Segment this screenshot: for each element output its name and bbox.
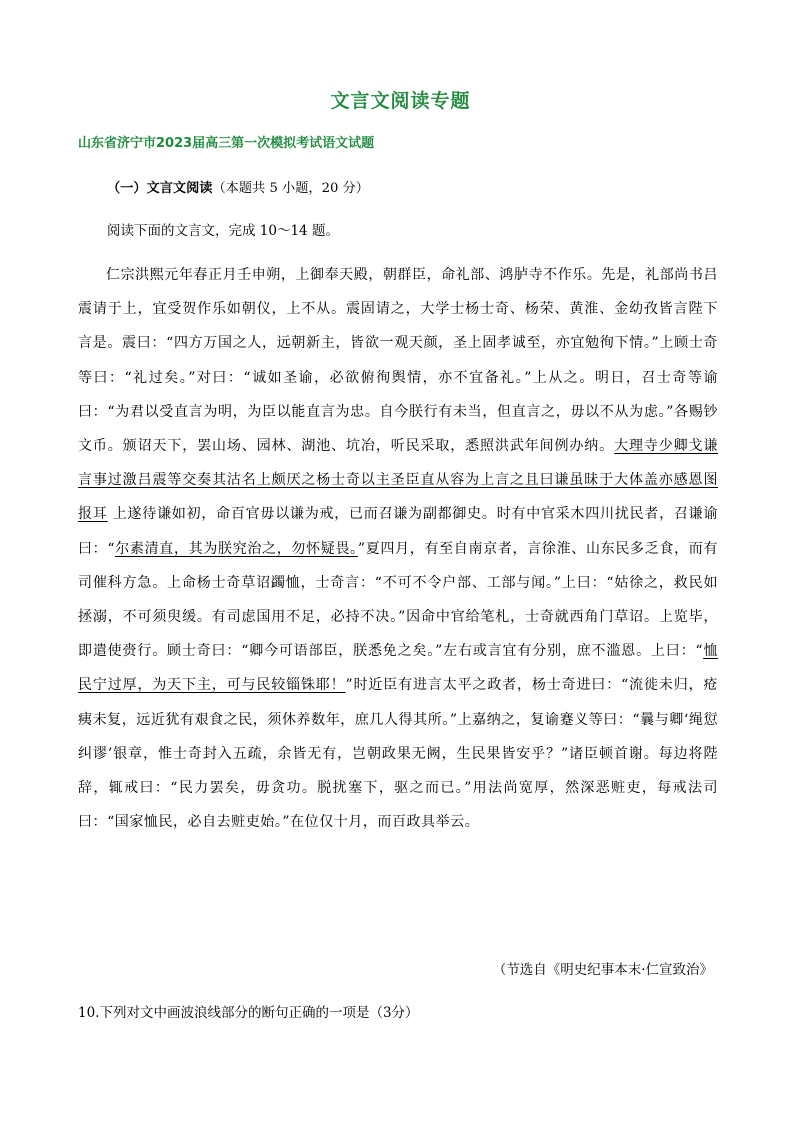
reading-instruction: 阅读下面的文言文，完成 10～14 题。 [107,223,339,239]
underlined-sentence-2: 恤民宁过厚，为天下主，可与民较锱铢耶！ [78,643,718,694]
section-label: （一）文言文阅读 [107,181,213,196]
wavy-underlined-text: 大理寺少卿戈谦言事过激吕震等交奏其沽名上颇厌之杨士奇以主圣臣直从容为上言之且曰谦虽昧于大体盖亦感恩图报耳 [78,438,718,523]
exam-subtitle: 山东省济宁市2023届高三第一次模拟考试语文试题 [78,136,375,151]
classical-passage [78,258,718,839]
passage-text-3: ”夏四月，有至自南京者，言徐淮、山东民多乏食，而有司催科方急。上命杨士奇草诏蠲恤，士奇言：“不可不令户部、工部与闻。”上曰：“姑徐之，救民如拯溺，不可须臾缓。有司虑国用不足，必持不决。”因命中官给笔札，士奇就西角门草诏。上览毕，即遣使赍行。顾士奇曰：“卿今可语部臣，朕悉免之矣。”左右或言宜有分别，庶不滥恩。上曰：“ [78,540,718,660]
doc-title: 文言文阅读专题 [330,90,471,112]
section-note: （本题共 5 小题，20 分） [212,181,369,196]
passage-text-1: 仁宗洪熙元年春正月壬申朔，上御奉天殿，朝群臣，命礼部、鸿胪寺不作乐。先是，礼部尚书吕震请于上，宜受贺作乐如朝仪，上不从。震固请之，大学士杨士奇、杨荣、黄淮、金幼孜皆言陛下言是。震曰：“四方万国之人，远朝新主，皆欲一观天颜，圣上固孝诚至，亦宜勉徇下情。”上顾士奇等曰：“礼过矣。”对曰：“诚如圣谕，必欲俯徇舆情，亦不宜备礼。”上从之。明日，召士奇等谕曰：“为君以受直言为明，为臣以能直言为忠。自今朕行有未当，但直言之，毋以不从为虑。”各赐钞文币。颁诏天下，罢山场、园林、湖池、坑冶，听民采取，悉照洪武年间例办纳。 [78,267,718,455]
question-10: 10.下列对文中画波浪线部分的断句正确的一项是（3分） [78,1005,419,1021]
section-heading [107,177,369,196]
passage-text-4: ”时近臣有进言太平之政者，杨士奇进曰：“流徙未归，疮痍未复，远近犹有艰食之民，须休养数年，庶几人得其所。”上嘉纳之，复谕蹇义等曰：“曩与卿‘绳愆纠谬’银章，惟士奇封入五疏，余皆无有，岂朝政果无阙，生民果皆安乎？”诸臣顿首谢。每边将陛辞，辄戒曰：“民力罢矣，毋贪功。脱扰塞下，驱之而已。”用法尚宽厚，然深恶赃吏，每戒法司曰：“国家恤民，必自去赃吏始。”在位仅十月，而百政具举云。 [78,677,718,831]
underlined-sentence-1: 尔素清直，其为朕究治之，勿怀疑畏。 [115,540,358,557]
passage-paragraph [78,258,718,839]
passage-source: （节选自《明史纪事本末·仁宣致治》 [492,962,713,978]
passage-text-2: 上遂待谦如初，命百官毋以谦为戒，已而召谦为副都御史。时有中官采木四川扰民者，召谦谕曰：“ [78,506,718,557]
